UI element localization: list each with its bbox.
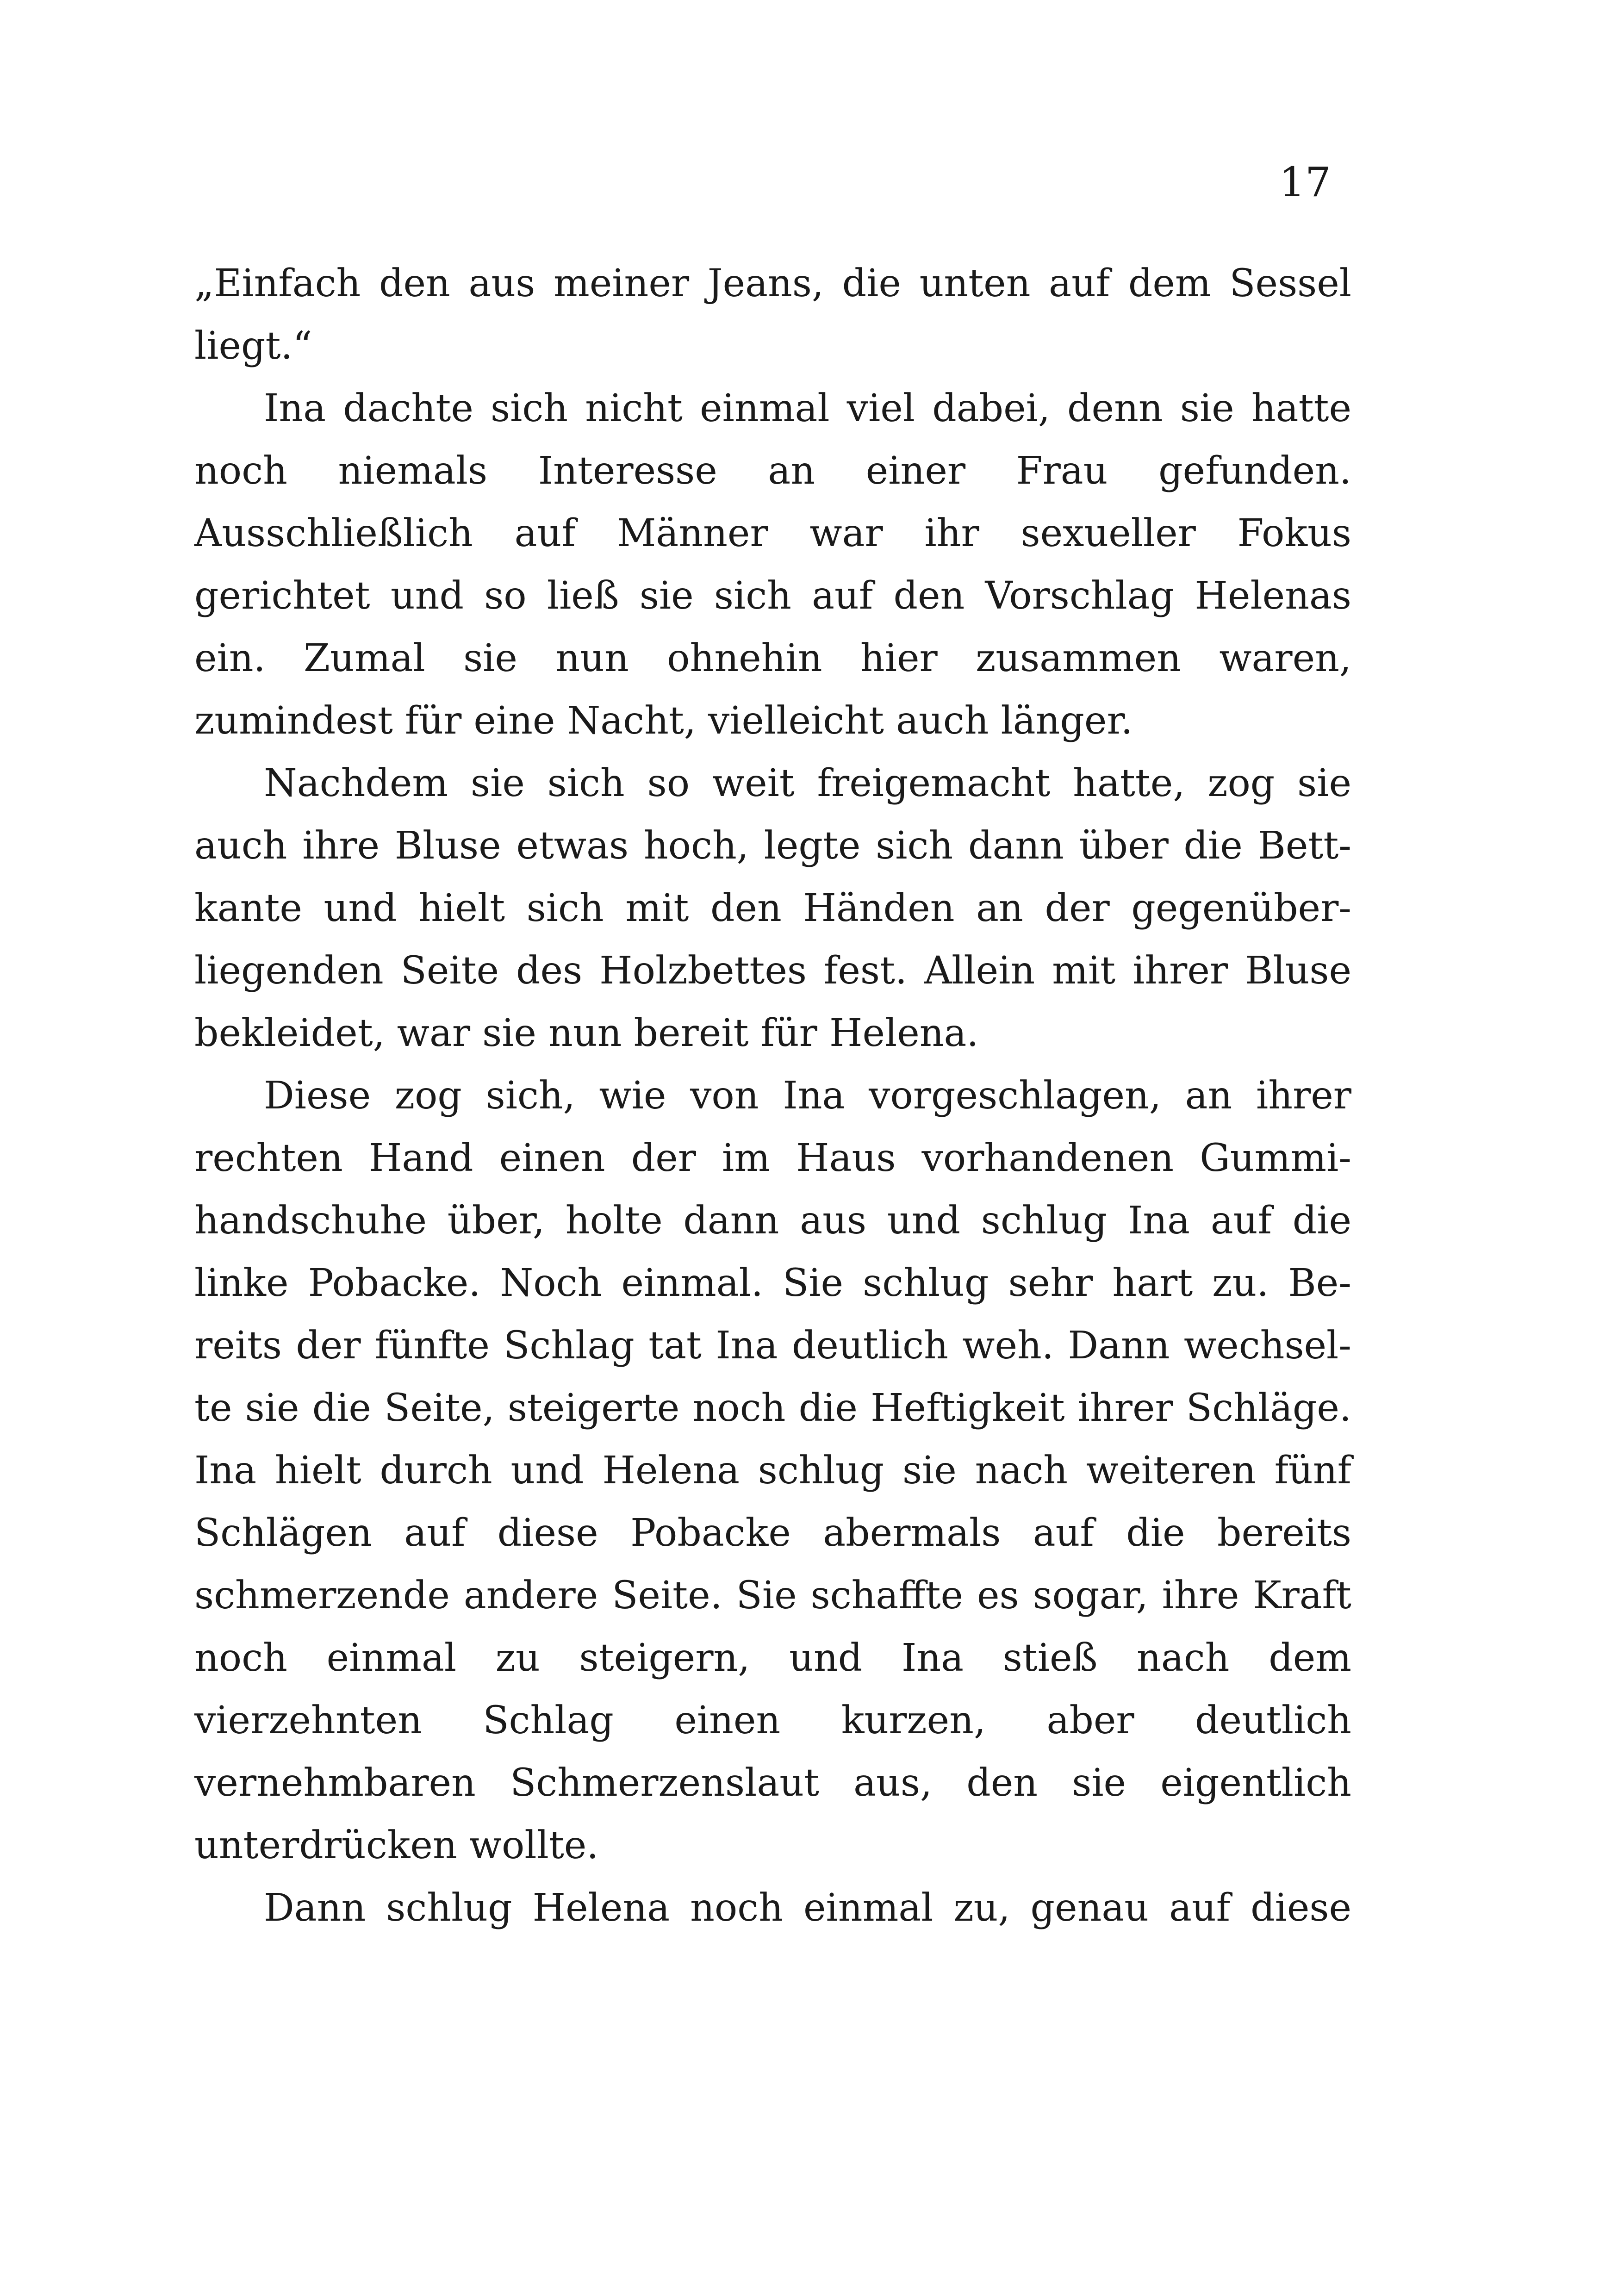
paragraph-2: Ina dachte sich nicht einmal viel dabei, denn sie hatte noch niemals Interesse an einer Frau gefunden. Ausschließlich auf Männer war ihr sexueller Fokus gerichtet und so ließ sie sich auf den Vorschlag Helenas ein. Zumal sie nun ohnehin hier zusammen waren, zumindest für eine Nacht, vielleicht auch länger. bbox=[194, 386, 1351, 743]
page-number: 17 bbox=[1279, 158, 1331, 206]
paragraph-4: Diese zog sich, wie von Ina vorgeschlagen, an ihrer rechten Hand einen der im Haus vorhandenen Gummihandschuhe über, holte dann aus und schlug Ina auf die linke Pobacke. Noch einmal. Sie schlug sehr hart zu. Bereits der fünfte Schlag tat Ina deutlich weh. Dann wechselte sie die Seite, steigerte noch die Heftigkeit ihrer Schläge. Ina hielt durch und Helena schlug sie nach weiteren fünf Schlägen auf diese Pobacke abermals auf die bereits schmerzende andere Seite. Sie schaffte es sogar, ihre Kraft noch einmal zu steigern, und Ina stieß nach dem vierzehnten Schlag einen kurzen, aber deutlich vernehmbaren Schmerzenslaut aus, den sie eigentlich unterdrücken wollte. bbox=[194, 1074, 1351, 1867]
paragraph-5: Dann schlug Helena noch einmal zu, genau auf diese bbox=[264, 1886, 1351, 1930]
body-text bbox=[194, 252, 1351, 1939]
paragraph-1: „Einfach den aus meiner Jeans, die unten auf dem Sessel liegt.“ bbox=[194, 261, 1351, 368]
paragraph-3: Nachdem sie sich so weit freigemacht hatte, zog sie auch ihre Bluse etwas hoch, legte sich dann über die Bettkante und hielt sich mit den Händen an der gegenüberliegenden Seite des Holzbettes fest. Allein mit ihrer Bluse bekleidet, war sie nun bereit für Helena. bbox=[194, 761, 1351, 1055]
